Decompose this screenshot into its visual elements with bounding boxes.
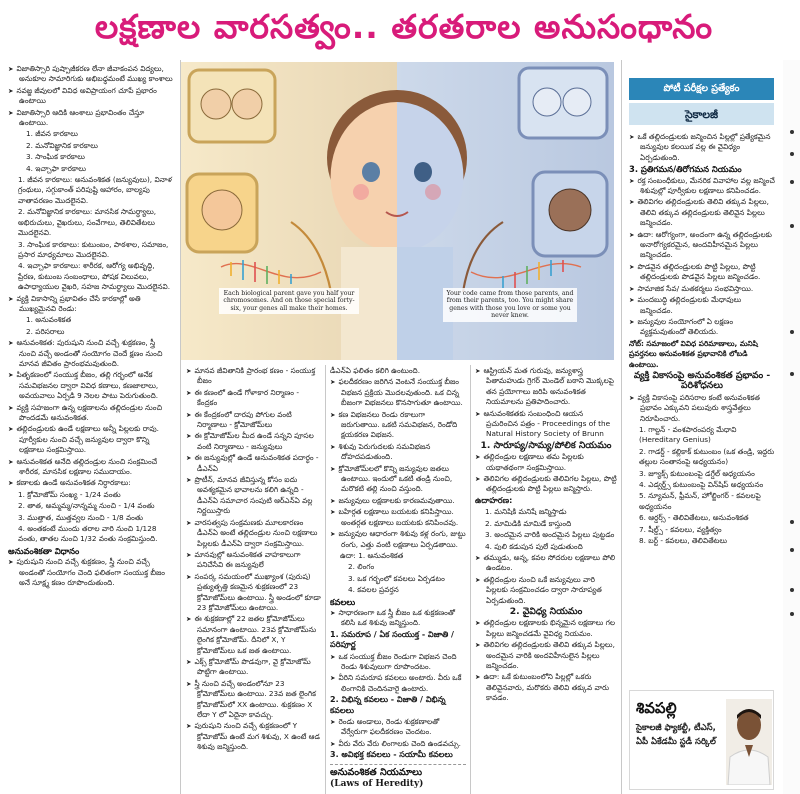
col3-bullet: ➤ ఫలదీకరణం జరిగిన వెంటనే సంయుక్త బీజం విభజన ప్రక్రియ మొదలవుతుంది. ఒక చిన్న బీజంగా విభజనలు కొనసాగుతూ ఉంటాయి. <box>330 377 466 408</box>
col2-bullet: ➤ స్త్రీ నుంచి వచ్చే అండంలోనూ 23 క్రోమోజోమ్‌లు ఉంటాయి. 23వ జత లైంగిక క్రోమోజోమ్‌లో XX ఉంటాయి. శుక్రకణం X లేదా Y లో ఏదైనా కావచ్చు. <box>186 679 321 721</box>
col3-subheading: 2. విభిన్న కవలలు - విజాతి / విభిన్న కవలలు <box>330 695 446 715</box>
col1-detail: 2. తాత, అమ్మమ్మ/నాన్నమ్మ నుంచి - 1/4 వంతు <box>18 501 155 511</box>
col5-bullet: ➤ తెలివిగల తల్లిదండ్రులకు తెలివి తక్కువ పిల్లలు, తెలివి తక్కువ తల్లిదండ్రులకు తెలివైన పిల్లలు జన్మించడం. <box>629 197 775 228</box>
author-description: సైకాలజీ ఫ్యాకల్టీ, టీఎస్, ఏపీ ఏకేడమీ స్టడీ సర్కిల్ <box>636 723 716 747</box>
note: నోట్: సమాజంలో వివిధ పరిమాణాలు, మనిషి ప్రవర్తనలు అనువంశికత ప్రభావానికి లోబడి ఉంటాయి. <box>629 338 758 369</box>
col2-bullet: ➤ ప్రొటీన్, మానవ జీవిస్తున్న కోసం ఐదు అవశ్యకమైన భావాలను కలిగి ఉన్నది - డీఎన్‌ఏ సమాచార సంపుటి ఆర్‌ఎన్‌ఏ వల్ల నిర్ణయిస్తారు <box>186 475 321 517</box>
author-name: శివపల్లి <box>636 699 677 717</box>
col3-bullet: ➤ వీరిని సమరూప కవలలు అంటారు. వీరు ఒకే లింగానికి చెందినవారై ఉంటారు. <box>330 673 466 694</box>
section-heading: కవలలు <box>330 596 356 607</box>
page-edge-strip <box>783 60 800 794</box>
col1-bullet: ➤ అనువంశికత అనేది తల్లిదండ్రుల నుంచి సంక్రమించే శారీరక, మానసిక లక్షణాల సముదాయం. <box>8 457 174 478</box>
column-2 <box>186 366 321 790</box>
column-5 <box>629 132 775 686</box>
col4-bullet: ➤ తెలివిగల తల్లిదండ్రులకు తెలివిగల పిల్లలు, పొట్టి తల్లిదండ్రులకు పొట్టి పిల్లలు జన్మిస్తారు. <box>475 474 617 495</box>
col3-item: 3. ఒక గర్భంలో కవలలు ఏర్పడటం <box>348 573 445 583</box>
author-photo <box>726 699 772 785</box>
col5-bullet: ➤ ఒకే తల్లిదండ్రులకు జన్మించిన పిల్లల్లో ప్రత్యేకమైన జన్యువుల కలయిక వల్ల ఈ వైవిధ్యం ఏర్పడుతుంది. <box>629 132 775 163</box>
col4-bullet: ➤ తమ్ముడు, అన్న, కవల సోదరుల లక్షణాలు పోలి ఉండటం. <box>475 553 617 574</box>
column-divider <box>325 365 326 794</box>
bullet-dot <box>790 180 794 184</box>
author-box <box>629 690 774 790</box>
col4-bullet: ➤ తల్లిదండ్రుల లక్షణాలకు భిన్నమైన లక్షణాలు గల పిల్లలు జన్మించడమే వైవిధ్య నియమం. <box>475 618 617 639</box>
study-item: 4. ఎడ్వర్డ్స్ కుటుంబంపై విన్‌షిప్ అధ్యయనం <box>639 480 764 489</box>
col4-item: 2. మామిడికి మామిడే కాస్తుంది <box>485 518 572 528</box>
col2-bullet: ➤ ఈ కేంద్రకంలో దారపు పోగుల వంటి నిర్మాణాలు - క్రోమోజోమ్‌లు <box>186 410 321 431</box>
study-item: 5. న్యూమన్, ఫ్రీమన్, హోల్జింగర్ - కవలలపై అధ్యయనం <box>639 491 761 511</box>
law3-heading: 3. ప్రతిగమన/తిరోగమన నియమం <box>629 164 742 175</box>
col3-bullet: ➤ శిశువు పెరుగుదలకు సమవిభజన దోహదపడుతుంది. <box>330 442 466 463</box>
col1-detail: 1. జీవన కారకాలు: అనువంశికత (జన్యువులు), వినాళ గ్రంథులు, సగ్గుకాంత్ పరిపుష్టి ఆహారం, బాల్యపు వాతావరణం మొదలైనవి. <box>18 175 173 205</box>
col1-factor: 1. అనువంశికత <box>26 315 72 325</box>
col3-item: ఉదా: 1. అనువంశికత <box>340 550 404 560</box>
col2-bullet: ➤ పురుషుని నుంచి వచ్చే శుక్రకణంలో Y క్రోమోజోమ్ ఉంటే మగ శిశువు, X ఉంటే ఆడ శిశువు జన్మిస్తుంది. <box>186 721 321 752</box>
col1-factor: 3. సాంఘిక కారకాలు <box>26 152 85 162</box>
law1-heading: 1. సారూప్య/సామ్య/పోలిక నియమం <box>480 439 612 451</box>
col3-bullet: ➤ బహిర్గత లక్షణాలు బయటకు కనిపిస్తాయి. అంతర్గత లక్షణాలు బయటకు కనిపించవు. <box>330 507 466 528</box>
bullet-dot <box>790 372 794 376</box>
col5-bullet: ➤ సామాజిక సేవ/ మతకర్మలు సంభవిస్తాయి. <box>629 284 775 294</box>
column-divider <box>470 365 471 794</box>
col3-item: 2. లింగం <box>348 562 375 572</box>
col2-bullet: ➤ సంపర్క సమయంలో ముఖ్యాంశ (పురుష) ప్రత్యుత్పత్తి కణమైన శుక్రకణంలో 23 క్రోమోజోమ్‌లు ఉంటాయి. స్త్రీ అండంలో కూడా 23 క్రోమోజోమ్‌లు ఉంటాయి. <box>186 572 321 614</box>
col2-bullet: ➤ ఈ కణంలో ఉండే గోళాకార నిర్మాణం - కేంద్రకం <box>186 388 321 409</box>
col4-bullet: ➤ ఆస్ట్రియన్ మత గురువు, జన్యుశాస్త్ర పితామహుడు గ్రెగర్ మెండెల్ బఠాని మొక్కలపై తన ప్రయోగాలు జరిపి అనువంశికత నియమాలను ప్రతిపాదించారు. <box>475 366 617 408</box>
bullet-dot <box>790 520 794 524</box>
col3-subheading: 3. అవిభక్త కవలలు - సయామీ కవలలు <box>330 750 453 760</box>
col1-detail: 1. క్రోమోజోమ్ సంఖ్య - 1/24 వంతు <box>18 489 121 499</box>
col3-subheading: 1. సమరూప / ఏక సంయుక్త - విజాతి / పరిపూర్ణ <box>330 629 454 650</box>
law2-heading: 2. వైవిధ్య నియమం <box>509 605 583 617</box>
col3-bullet: ➤ సాధారణంగా ఒక స్త్రీ బీజం ఒక శుక్రకణంతో కలిసి ఒక శిశువు జన్మిస్తుంది. <box>330 608 466 629</box>
col4-bullet: ➤ తెలివిగల తల్లిదండ్రులకు తెలివి తక్కువ పిల్లలు, అందమైన వారికి అందవిహీనులైన పిల్లలు జన్మించడం. <box>475 640 617 671</box>
bullet-dot <box>790 224 794 228</box>
competitive-exams-banner: పోటీ పరీక్షల ప్రత్యేకం <box>629 78 774 100</box>
col1-detail: 3. ముత్తాత, ముత్తవ్వల నుంచి - 1/8 వంతు <box>18 512 144 522</box>
col3-item: 4. కవలల ప్రవర్తన <box>348 585 399 595</box>
col3-bullet: ➤ జన్యువులు లక్షణాలకు కారణమవుతాయి. <box>330 496 466 506</box>
heredity-illustration <box>181 62 614 360</box>
col2-bullet: ➤ ఈ శుక్రకణాల్లో 22 జతల క్రోమోజోమ్‌లు సమానంగా ఉంటాయి. 23వ క్రోమోజోమ్‌ను లైంగిక క్రోమోజోమ్. దీనిలో X, Y క్రోమోజోమ్‌లు ఒక జత ఉంటాయి. <box>186 614 321 656</box>
laws-heading-english: (Laws of Heredity) <box>330 779 424 790</box>
col1-bullet: ➤ తల్లిదండ్రులకు ఉండే లక్షణాలు అన్నీ పిల్లలకు రావు. పూర్వీకుల నుంచి వచ్చే జన్యువుల ద్వారా కొన్ని లక్షణాలు సంక్రమిస్తాయి. <box>8 424 174 455</box>
col1-detail: 4. అంతకంటే ముందు తరాల వారి నుంచి 1/128 వంతు, తాతల నుంచి 1/32 వంతు సంక్రమిస్తుంది. <box>18 524 158 544</box>
col4-bullet: ➤ ఉదా: ఒకే కుటుంబంలోని పిల్లల్లో ఒకరు తెలివైనవారు, మరొకరు తెలివి తక్కువ వారు కావడం. <box>475 672 617 703</box>
impact-heading: వ్యక్తి వికాసంపై అనువంశికత ప్రభావం - పరిశోధనలు <box>633 369 771 392</box>
col3-bullet: ➤ ఒక సంయుక్త బీజం రెండుగా విభజన చెంది రెండు శిశువులుగా రూపొందటం. <box>330 652 466 673</box>
page-title: లక్షణాల వారసత్వం.. తరతరాల అనుసంధానం <box>94 7 714 46</box>
study-item: 2. గాడర్డ్ - కల్లికాక్ కుటుంబం (ఒక తండ్రి, ఇద్దరు తల్లుల సంతానంపై అధ్యయనం) <box>639 446 775 467</box>
bullet-dot <box>790 588 794 592</box>
col2-bullet: ➤ వారసత్వపు సంక్రమణకు మూలకారణం డీఎన్‌ఏ అంటే తల్లిదండ్రుల నుంచి లక్షణాలు పిల్లలకు డీఎన్‌ఏ ద్వారా సంక్రమిస్తాయి. <box>186 518 321 549</box>
col1-bullet: ➤ కణాలకు ఉండే అనువంశికత నిర్ధారకాలు: <box>8 478 174 488</box>
col3-bullet: ➤ క్రోమోజోమ్‌లలో కొన్ని జన్యువుల జతలు ఉంటాయి. ఇందులో ఒకటి తండ్రి నుంచి, మరొకటి తల్లి నుంచి వస్తుంది. <box>330 464 466 495</box>
col5-bullet: ➤ ఉదా: ఆరోగ్యంగా, అందంగా ఉన్న తల్లిదండ్రులకు అనారోగ్యకరమైన, అందవిహీనమైన పిల్లలు జన్మించడం. <box>629 230 775 261</box>
col4-item: 4. పులి కడుపున పులే పుడుతుంది <box>485 541 583 551</box>
subject-label: సైకాలజీ <box>629 102 774 125</box>
col4-bullet: ➤ తల్లిదండ్రుల నుంచి ఒకే జన్యువులు వారి పిల్లలకు సంక్రమించడం ద్వారా సారూప్యత ఏర్పడుతుంది. <box>475 575 617 606</box>
col4-bullet: ➤ అనువంశికతకు సంబంధించి ఆయన ప్రచురించిన పత్రం - Proceedings of the Natural History Society of Brunn <box>475 409 617 440</box>
study-item: 7. షీల్డ్స్ - కవలలు, వ్యక్తిత్వం <box>639 524 722 534</box>
study-item: 6. ఆర్డర్స్ - తెలివితేటలు, అనువంశికత <box>639 513 749 523</box>
col3-bullet: ➤ రెండు అండాలు, రెండు శుక్రకణాలతో వేర్వేరుగా ఫలదీకరణం చెందటం. <box>330 717 466 738</box>
col4-item: 1. మనిషికి మనిషే జన్మిస్తాడు <box>485 507 567 517</box>
study-item: 8. బర్ట్ - కవలలు, తెలివితేటలు <box>639 536 728 546</box>
bullet-dot <box>790 152 794 156</box>
col1-bullet: ➤ నవజ్జ జీవులలో వివిధ అవిప్రాయంగ చూపే ప్రభారం ఉంటాయి <box>8 86 174 107</box>
col4-bullet: ➤ తల్లిదండ్రుల లక్షణాలు తమ పిల్లలకు యథాతథంగా సంక్రమిస్తాయి. <box>475 452 617 473</box>
col5-bullet: ➤ జన్యువుల సంయోగంలో ఏ లక్షణం వ్యక్తమవుతుందో తెలియదు. <box>629 317 775 338</box>
col1-factor: 2. పరిసరాలు <box>26 326 65 336</box>
study-item: 3. జ్యూక్స్ కుటుంబంపై డగ్డేల్ అధ్యయనం <box>639 468 755 478</box>
col1-factor: 2. మనోవిజ్ఞానిక కారకాలు <box>26 140 98 150</box>
col1-bullet: ➤ విజాతిస్సారి పుష్పాజీకరణ లేనా జీవాకంపన విద్యలు, అనుకూల సామారిగుకు అభిబధ్ధమంటే ముఖ్య కాంశాలు <box>8 64 174 85</box>
column-1 <box>8 64 174 790</box>
col2-bullet: ➤ ఎక్స్ క్రోమోజోమ్ పొడవుగా, వై క్రోమోజోమ్ పొట్టిగా ఉంటాయి. <box>186 657 321 678</box>
col1-bullet: ➤ వ్యక్తి సహజంగా ఉన్న లక్షణాలను తల్లిదండ్రుల నుంచి పొందడమే అనువంశికత. <box>8 403 174 424</box>
column-4 <box>475 366 617 790</box>
col1-bullet: ➤ పితృకణంలో సంయుక్త బీజం, తల్లి గర్భంలో అనేక సమవిభజనల ద్వారా వివిధ కణాలు, కణజాలాలు, అవయవాలు ఏర్పడి 9 నెలల పాటు పెరుగుతుంది. <box>8 370 174 401</box>
col5-bullet: ➤ వ్యక్తి వికాసంపై పరిసరాల కంటే అనువంశికత ప్రభావం ఎక్కువని పలువురు శాస్త్రవేత్తలు నిరూపించారు. <box>629 393 775 424</box>
col1-bullet: ➤ విజాతిస్సారి ఆదికి ఆంశాలు ప్రభావింతం చేస్తూ ఉంటాయి. <box>8 108 174 129</box>
col3-para: డీఎన్‌ఏ ఫలితం కలిగి ఉంటుంది. <box>330 366 421 375</box>
col1-bullet: ➤ వ్యక్తి వికాసాన్ని ప్రభావితం చేసే కారకాల్లో అతి ముఖ్యమైనవి రెండు: <box>8 294 174 315</box>
col1-detail: 2. మనోవిజ్ఞానిక కారకాలు: మానసిక సామర్థ్యాలు, అభిరుచులు, వైఖరులు, సంవేగాలు, తెలివితేటలు మొదలైనవి. <box>18 207 157 238</box>
col1-bullet: ➤ అనువంశికత: పురుషుని నుంచి వచ్చే శుక్రకణం, స్త్రీ నుంచి వచ్చే అండంతో సంయోగం చెందే క్షణం నుంచి మానవ జీవితం ప్రారంభమవుతుంది. <box>8 338 174 369</box>
bullet-dot <box>790 130 794 134</box>
col1-factor: 4. ఇచ్చాఫా కారకాలు <box>26 163 86 173</box>
col2-bullet: ➤ ఈ జన్యువుల్లో ఉండే అనువంశికత పదార్థం - డీఎన్‌ఏ <box>186 453 321 474</box>
section-divider <box>330 764 466 765</box>
col1-detail: 3. సాంఘిక కారకాలు: కుటుంబం, పాఠశాల, సమాజం, ప్రసార మాధ్యమాలు మొదలైనవి. <box>18 239 169 259</box>
col5-bullet: ➤ రక్త సంబంధీకులు, మేనరిక వివాహాల వల్ల జన్మించే శిశువుల్లో పూర్వీకుల లక్షణాలు కనిపించడం. <box>629 176 775 197</box>
col2-bullet: ➤ మానవుల్లో అనువంశికత వాహకాలుగా పనిచేసేవి ఈ జన్యువులే <box>186 550 321 571</box>
col5-bullet: ➤ మందబుద్ధి తల్లిదండ్రులకు మేధావులు జన్మించడం. <box>629 295 775 316</box>
col1-factor: 1. జీవన కారకాలు <box>26 129 78 139</box>
bullet-dot <box>790 330 794 334</box>
callout-left: Each biological parent gave you half your chromosomes. And on those special forty-six, your genes all make their homes. <box>219 288 359 314</box>
col4-item: 3. అందమైన వారికి అందమైన పిల్లలు పుట్టడం <box>485 530 615 540</box>
section-heading: అనువంశికతా విధానం <box>8 545 80 556</box>
col4-subheading: ఉదాహరణ: <box>475 495 513 505</box>
col1-detail: 4. ఇచ్చాఫా కారకాలు: శారీరక, ఆరోగ్య అభివృద్ధి, ప్రేరణ, కుటుంబ సంబంధాలు, పోషక విలువలు, ఉపాధ్యాయుల వైఖరి, సహజ సామర్థ్యాలు మొదలైనవి. <box>18 261 171 292</box>
col3-bullet: ➤ కణ విభజనలు రెండు రకాలుగా జరుగుతాయి. ఒకటి సమవిభజన, రెండోది క్షయకరణ విభజన. <box>330 410 466 441</box>
col3-bullet: ➤ జన్యువుల ఆధారంగా శిశువు కళ్ల రంగు, జుట్టు రంగు, ఎత్తు వంటి లక్షణాలు ఏర్పడతాయి. <box>330 529 466 550</box>
study-item: 1. గాల్టన్ - వంశపారంపర్య మేధావి (Hereditary Genius) <box>639 424 737 445</box>
col2-bullet: ➤ మానవ జీవితానికి ప్రారంభ కణం - సంయుక్త బీజం <box>186 366 321 387</box>
column-divider <box>621 60 622 794</box>
col3-bullet: ➤ వీరు వేరు వేరు లింగాలకు చెంది ఉండవచ్చు. <box>330 739 466 749</box>
col2-bullet: ➤ ఈ క్రోమోజోమ్‌ల మీద ఉండే సన్నని పూసల వంటి నిర్మాణాలు - జన్యువులు <box>186 431 321 452</box>
col5-bullet: ➤ పొడవైన తల్లిదండ్రులకు పొట్టి పిల్లలు, పొట్టి తల్లిదండ్రులకు పొడవైన పిల్లలు జన్మించడం. <box>629 262 775 283</box>
col1-bullet: ➤ పురుషుని నుంచి వచ్చే శుక్రకణం, స్త్రీ నుంచి వచ్చే అండంతో సంయోగం చెంది ఫలితంగా సంయుక్త బీజం అనే సూక్ష్మ కణం రూపొందుతుంది. <box>8 557 174 588</box>
column-3 <box>330 366 466 790</box>
callout-right: Your code came from those parents, and from their parents, too. You might share genes with those you love or some you never knew. <box>443 288 577 322</box>
laws-heading: అనువంశికత నియమాలు <box>330 766 423 778</box>
bullet-dot <box>790 548 794 552</box>
bullet-dot <box>790 612 794 616</box>
